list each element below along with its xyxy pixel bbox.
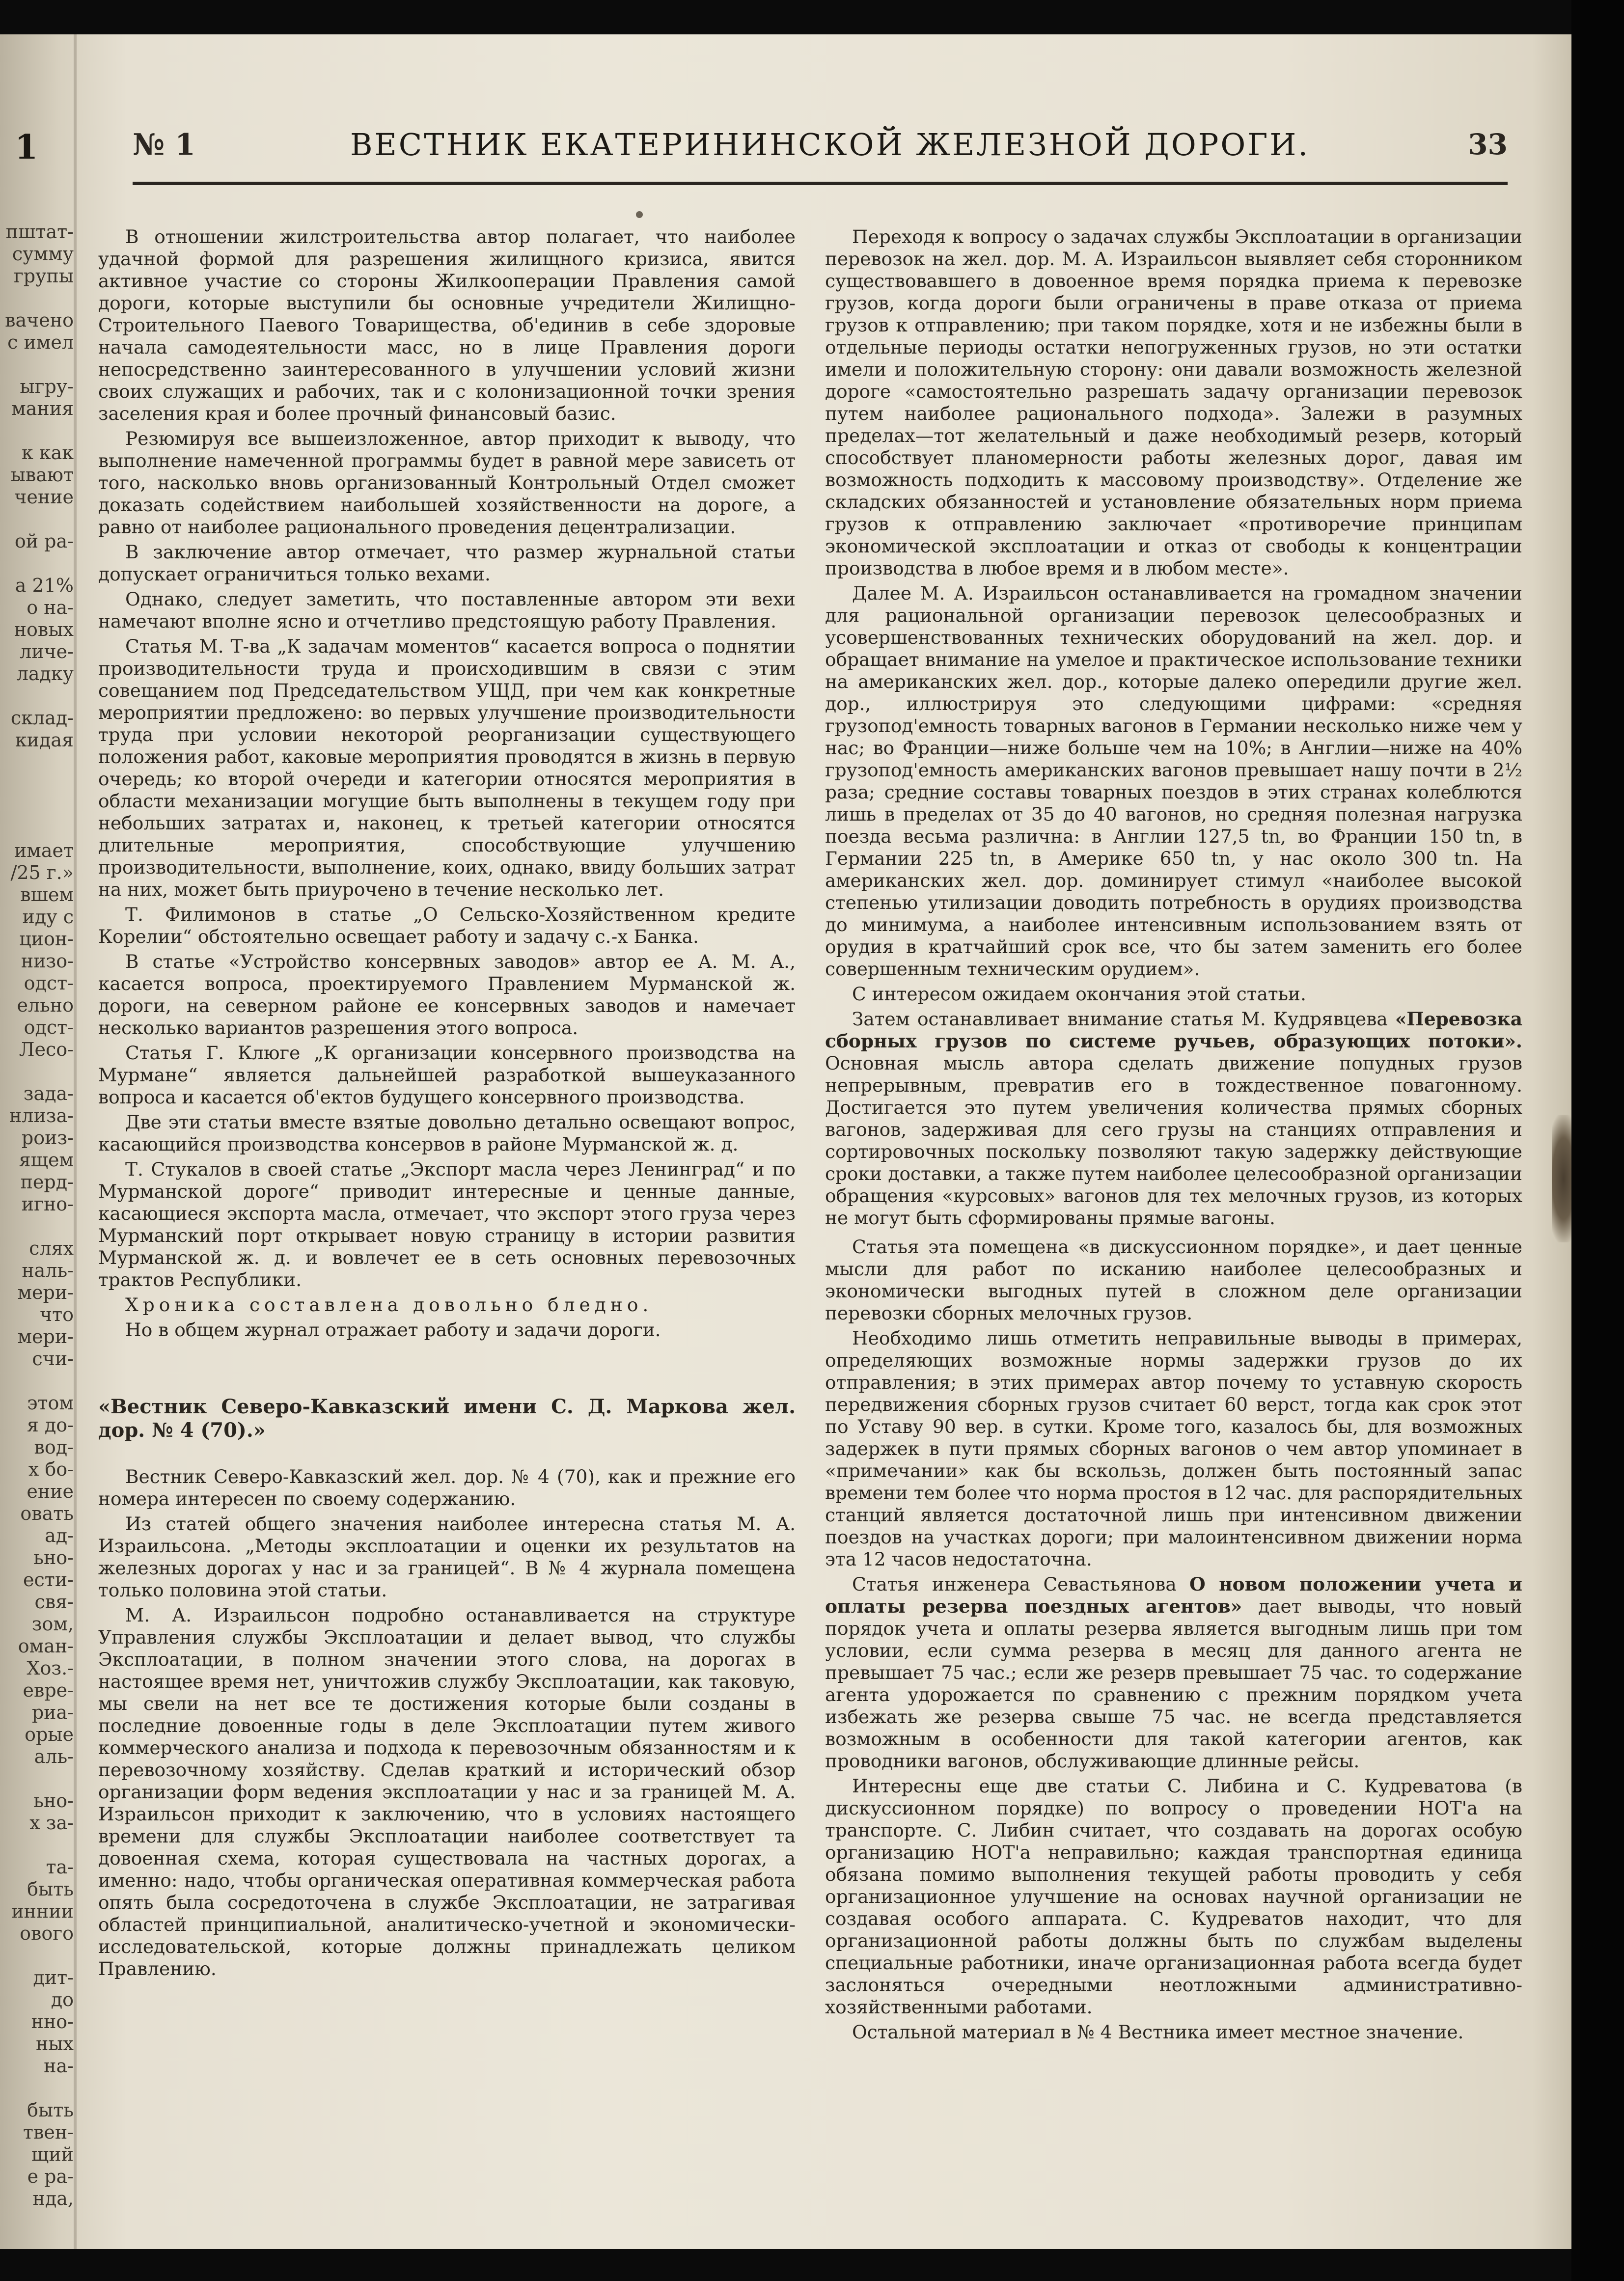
left-fragment-line: к как xyxy=(22,442,74,464)
left-fragment-line: что xyxy=(39,1304,74,1325)
paragraph: Интересны еще две статьи С. Либина и С. Кудреватова (в дискуссионном порядке) по вопросу о проведении НОТ'а на транспорте. С. Либин считает, что создавать на дорогах особую организацию НОТ'а неправильно; каждая транспортная единица обязана помимо выполнения текущей работы проводить у себя организационное улучшение на основах научной организации не создавая особого аппарата. С. Кудреватов находит, что для организационной работы должны быть по службам выделены специальные работники, иначе организационная работа всегда будет заслоняться очередными неотложными административно-хозяйственными работами. xyxy=(825,1775,1522,2018)
left-fragment-line: новых xyxy=(14,619,74,640)
left-fragment-line: этом xyxy=(27,1392,74,1414)
left-fragment-line xyxy=(4,1768,74,1790)
binding-stain xyxy=(1552,1115,1571,1242)
paragraph: Далее М. А. Израильсон останавливается на громадном значении для рациональной организации перевозок целесообразных и усовершенствованных технических оборудований на жел. дор. и обращает внимание на умелое и практическое использование техники на американских жел. дор., которые далеко опередили другие жел. дор., иллюстрируя это следующими цифрами: «средняя грузопод'емность товарных вагонов в Германии несколько ниже чем у нас; во Франции—ниже больше чем на 10%; в Англии—ниже на 40% грузопод'емность американских вагонов превышает нашу почти в 2½ раза; средние составы товарных поездов в этих странах колеблются лишь в пределах от 35 до 40 вагонов, но средняя полезная нагрузка поезда весьма различна: в Англии 127,5 tn, во Франции 150 tn, в Германии 225 tn, в Америке 650 tn, у нас около 300 tn. На американских жел. дор. доминирует стимул «наиболее высокой степенью утилизации доводить потребность в орудиях производства до минимума, а наиболее интенсивным использованием взять от орудия в кратчайший срок все, что бы затем заменить его более совершенным техническим орудием». xyxy=(825,582,1523,980)
left-fragment-line: х бо- xyxy=(28,1458,74,1480)
left-fragment-line: о на- xyxy=(27,597,74,618)
paragraph-kudryavtsev xyxy=(825,1008,1522,1229)
left-fragment-line: е ра- xyxy=(27,2166,74,2187)
paragraph-sevastyanov xyxy=(825,1573,1522,1772)
paragraph: Т. Стукалов в своей статье „Экспорт масла через Ленинград“ и по Мурманской дороге“ приводит интересные и ценные данные, касающиеся экспорта масла, отмечает, что экспорт этого груза через Мурманский порт открывает новую страницу в истории развития Мурманской ж. д. и вовлечет ее в сеть основных перевозочных трактов Республики. xyxy=(98,1158,796,1291)
left-fragment-line: вшем xyxy=(20,884,74,906)
left-fragment-line: ой ра- xyxy=(14,530,74,552)
left-fragment-line: игно- xyxy=(21,1193,74,1215)
left-fragment-line: ыгру- xyxy=(20,376,74,397)
paragraph: В заключение автор отмечает, что размер журнальной статьи допускает ограничиться только вехами. xyxy=(98,541,796,585)
left-fragment-line: щий xyxy=(31,2144,74,2165)
left-fragment-line: перд- xyxy=(20,1171,74,1193)
left-fragment-line xyxy=(4,796,74,818)
left-fragment-line: /25 г.» xyxy=(10,862,74,883)
paragraph: В отношении жилстроительства автор полагает, что наиболее удачной формой для разрешения жилищного кризиса, явится активное участие со стороны Жилкооперации Правления самой дороги, которые выступили бы основные учредители Жилищно-Строительного Паевого Товарищества, об'единив в себе здоровые начала самодеятельности масс, но в лице Правления дороги непосредственно заинтересованного в улучшении условий жизни своих служащих и рабочих, так и с колонизационной точки зрения заселения края и более прочный финансовый базис. xyxy=(98,226,796,424)
left-fragment-line: чение xyxy=(14,486,74,508)
paragraph: Статья М. Т-ва „К задачам моментов“ касается вопроса о поднятии производительности труда и происходившим в связи с этим совещанием под Председательством УЩД, при чем как конкретные мероприятии предложено: во первых улучшение производительности труда при условии некоторой реорганизации существующего положения работ, каковые мероприятия проводятся в жизнь в первую очередь; ко второй очереди и категории относятся мероприятия в области механизации могущие быть выполнены в текущем году при небольших затратах и, наконец, к третьей категории относятся длительные мероприятия, способствующие улучшению производительности, выполнение, коих, однако, ввиду больших затрат на них, может быть приурочено в течение несколько лет. xyxy=(98,635,796,900)
left-fragment-line xyxy=(4,818,74,840)
left-fragment-line xyxy=(4,1061,74,1083)
left-fragment-line xyxy=(4,1834,74,1856)
left-fragment-line: ового xyxy=(20,1923,74,1944)
paragraph: Остальной материал в № 4 Вестника имеет местное значение. xyxy=(852,2021,1464,2043)
left-fragment-line: наль- xyxy=(22,1260,74,1281)
left-fragment-line: ад- xyxy=(45,1525,74,1546)
sevastyanov-rest: дает выводы, что новый порядок учета и оплаты резерва является выгодным лишь при том условии, если сумма резерва в месяц для данного агента не превышает 75 час.; если же резерв превышает 75 час. то содержание агента удорожается по сравнению с прежним порядком учета избежать же резерва свыше 75 час. не всегда представляется возможным в особенности для такой категории агентов, как проводники вагонов, обслуживающие длинные рейсы. xyxy=(825,1595,1522,1772)
left-fragment-line: зом, xyxy=(31,1613,74,1635)
paragraph: Статья Г. Клюге „К организации консервного производства на Мурмане“ является дальнейшей разработкой вышеуказанного вопроса и касается об'ектов будущего консервного производства. xyxy=(98,1042,796,1108)
left-fragment-line xyxy=(4,685,74,707)
left-fragment-line xyxy=(4,2077,74,2099)
kudryavtsev-article-title: «Перевозка сборных грузов по системе ручьев, образующих потоки». xyxy=(825,1008,1523,1052)
left-page-sliver xyxy=(0,34,77,2249)
left-fragment-line: низо- xyxy=(21,950,74,972)
paragraph: М. А. Израильсон подробно останавливается на структуре Управления службы Эксплоатации и делает вывод, что службы Эксплоатации, в полном значении этого слова, на дорогах в настоящее время нет, уничтожив службу Эксплоатации, как таковую, мы свели на нет все те достижения которые были созданы в последние довоенные годы в деле Эксплоатации путем живого коммерческого анализа и подхода к перевозочным обязанностям и к перевозочному хозяйству. Сделав краткий и исторический обзор организации форм ведения эксплоатации у нас и за границей М. А. Израильсон приходит к заключению, что в условиях настоящего времени для службы Эксплоатации наиболее соответствует та довоенная схема, которая существовала на частных дорогах, а именно: надо, чтобы органическая оперативная коммерческая работа опять была сосредоточена в службе Эксплоатации, не затрагивая областей принципиальной, аналитическо-учетной и экономически-исследовательской, которые должны принадлежать целиком Правлению. xyxy=(98,1604,796,1979)
left-page-number: 1 xyxy=(15,128,38,167)
left-fragment-line: пштат- xyxy=(5,221,74,243)
left-fragment-line: одст- xyxy=(24,1017,74,1038)
left-fragment-line xyxy=(4,1945,74,1967)
kudryavtsev-rest: Основная мысль автора сделать движение попудных грузов непрерывным, превратив его в тождественное повагонному. Достигается это путем увеличения количества прямых сборных вагонов, задерживая для сего грузы на станциях отправления и сортировочных поскольку позволяют такую задержку действующие сроки доставки, а также путем наиболее целесообразной организации обращения «курсовых» вагонов для тех мелочных грузов, из которых не могут быть сформированы прямые вагоны. xyxy=(825,1052,1522,1229)
left-fragment-line: та- xyxy=(46,1856,74,1878)
left-fragment-line: риа- xyxy=(31,1702,74,1723)
left-fragment-line: ести- xyxy=(23,1569,74,1591)
left-fragment-line: с имел xyxy=(7,331,74,353)
left-fragment-line: вачено xyxy=(5,309,74,331)
left-fragment-line xyxy=(4,287,74,309)
paragraph: Из статей общего значения наиболее интересна статья М. А. Израильсона. „Методы эксплоатации и оценки их результатов на железных дорогах у нас и за границей“. В № 4 журнала помещена только половина этой статьи. xyxy=(98,1513,796,1601)
left-fragment-line: мери- xyxy=(17,1282,74,1303)
left-fragment-line xyxy=(4,552,74,575)
scanned-page xyxy=(0,34,1571,2249)
left-fragment-line: Лесо- xyxy=(19,1039,74,1060)
left-fragment-line: иннии xyxy=(11,1900,74,1922)
paragraph: Необходимо лишь отметить неправильные выводы в примерах, определяющих возможные нормы задержки грузов до их отправления; в этих примерах автор почему то уставную скорость передвижения сборных грузов считает 60 верст, тогда как срок этот по Уставу 90 вер. в сутки. Кроме того, казалось бы, для возможных задержек в пути прямых сборных вагонов о чем автор упоминает в «примечании» как бы вскользь, должен быть постоянный запас времени тем более что норма простоя в 12 час. для распорядительных станций является достаточной лишь при интенсивном движении поездов на участках дороги; при малоинтенсивном движении норма эта 12 часов недостаточна. xyxy=(825,1327,1522,1570)
left-fragment-line: склад- xyxy=(10,707,74,729)
left-fragment-line: до xyxy=(51,1989,74,2010)
left-fragment-line: зада- xyxy=(23,1083,74,1104)
left-fragment-line xyxy=(4,773,74,796)
left-fragment-line: мери- xyxy=(17,1326,74,1347)
left-fragment-line: ладку xyxy=(16,663,74,685)
left-fragment-line: цион- xyxy=(19,928,74,950)
left-column xyxy=(98,226,796,1983)
left-fragment-line: оман- xyxy=(18,1635,74,1657)
paragraph: Две эти статьи вместе взятые довольно детально освещают вопрос, касающийся производства консервов в районе Мурманской ж. д. xyxy=(98,1111,796,1155)
left-fragment-line: ывают xyxy=(10,464,74,486)
left-fragment-line: свя- xyxy=(34,1591,74,1613)
left-fragment-line: аль- xyxy=(34,1746,74,1767)
paragraph: Однако, следует заметить, что поставленные автором эти вехи намечают вполне ясно и отчетливо предстоящую работу Правления. xyxy=(98,588,796,632)
left-fragment-line: ных xyxy=(35,2033,74,2055)
left-fragment-line: дит- xyxy=(33,1967,74,1988)
left-fragment-line: на- xyxy=(44,2055,74,2077)
left-fragment-line: одст- xyxy=(24,972,74,994)
paragraph: С интересом ожидаем окончания этой статьи. xyxy=(852,983,1306,1005)
left-fragment-line: твен- xyxy=(23,2121,74,2143)
paragraph: Вестник Северо-Кавказский жел. дор. № 4 (70), как и прежние его номера интересен по своему содержанию. xyxy=(98,1466,796,1510)
kudryavtsev-lead: Затем останавливает внимание статья М. Кудрявцева xyxy=(852,1008,1388,1030)
left-fragment-line xyxy=(4,1215,74,1237)
left-fragment-line: х за- xyxy=(29,1812,74,1834)
sevastyanov-lead: Статья инженера Севастьянова xyxy=(852,1573,1177,1595)
sevastyanov-article-title: О новом положении учета и оплаты резерва поездных агентов» xyxy=(825,1573,1522,1617)
left-fragment-line xyxy=(4,420,74,442)
review-heading: «Вестник Северо-Кавказский имени С. Д. Маркова жел. дор. № 4 (70).» xyxy=(98,1395,796,1442)
left-fragment-line: ящем xyxy=(19,1149,74,1171)
left-fragment-line: Хоз.- xyxy=(27,1657,74,1679)
left-fragment-line: личе- xyxy=(20,641,74,662)
left-fragment-line xyxy=(4,751,74,773)
page-number: 33 xyxy=(1468,128,1508,161)
left-fragment-line: нлиза- xyxy=(9,1105,74,1127)
left-fragment-line: я до- xyxy=(27,1414,74,1436)
paragraph: Переходя к вопросу о задачах службы Эксплоатации в организации перевозок на жел. дор. М. А. Израильсон выявляет себя сторонником существовавшего в довоенное время порядка приема к перевозке грузов, когда дороги были ограничены в праве отказа от приема грузов к отправлению; при таком порядке, хотя и не избежны были в отдельные периоды остатки непогруженных грузов, но эти остатки имели и положительную сторону: они давали возможность железной дороге «самостоятельно разрешать задачу организации перевозок путем наиболее рационального подхода». Залежи в разумных пределах—тот желательный и даже необходимый резерв, который способствует планомерности работы железных дорог, давая им возможность подходить к массовому производству». Отделение же складских обязанностей и установление обязательных норм приема грузов к отправлению заключает «противоречие принципам экономической эксплоатации и отказ от свободы к концентрации производства в любое время и в любом месте». xyxy=(825,226,1522,579)
left-fragment-line: сумму xyxy=(12,243,74,265)
left-fragment-line: кидая xyxy=(15,729,74,751)
header-rule xyxy=(133,182,1508,185)
left-fragment-line: слях xyxy=(29,1237,74,1259)
left-fragment-line: групы xyxy=(13,265,74,287)
right-column xyxy=(825,226,1522,2046)
left-fragment-line xyxy=(4,508,74,530)
left-fragment-line: ьно- xyxy=(33,1790,74,1812)
left-fragment-line: мания xyxy=(11,398,74,419)
paragraph: Т. Филимонов в статье „О Сельско-Хозяйственном кредите Корелии“ обстоятельно освещает работу и задачу с.-х Банка. xyxy=(98,904,796,947)
left-fragment-line: быть xyxy=(27,1878,74,1900)
running-header xyxy=(133,128,1508,177)
scan-edge xyxy=(1571,0,1624,2281)
left-fragment-line: быть xyxy=(27,2099,74,2121)
paragraph: В статье «Устройство консервных заводов» автор ее А. М. А., касается вопроса, проектируемого Правлением Мурманской ж. дороги, на северном районе ее консервных заводов и намечает несколько вариантов разрешения этого вопроса. xyxy=(98,951,796,1039)
left-fragment-line: ьно- xyxy=(33,1547,74,1568)
paragraph-chronicle: Хроника составлена довольно бледно. xyxy=(125,1294,653,1316)
left-fragment-line: имает xyxy=(14,840,74,861)
paragraph: Резюмируя все вышеизложенное, автор приходит к выводу, что выполнение намеченной программы будет в равной мере зависеть от того, насколько вновь организованный Контрольный Отдел сможет доказать содействием наибольшей хозяйственности на дороге, а равно от наиболее рационального проведения децентрализации. xyxy=(98,428,796,538)
issue-number: № 1 xyxy=(133,128,195,162)
left-fragment-line: орые xyxy=(25,1724,74,1745)
left-fragment-line: нно- xyxy=(31,2011,74,2033)
left-fragment-line: овать xyxy=(20,1503,74,1524)
left-fragment-line: ение xyxy=(27,1481,74,1502)
paragraph: Но в общем журнал отражает работу и задачи дороги. xyxy=(125,1319,661,1341)
left-fragment-line: счи- xyxy=(32,1348,74,1370)
paragraph: Статья эта помещена «в дискуссионном порядке», и дает ценные мысли для работ по исканию наиболее целесообразных и экономически выгодных путей в сложном деле организации перевозки сборных мелочных грузов. xyxy=(825,1236,1522,1324)
ink-dot xyxy=(636,211,643,218)
left-fragment-line: роиз- xyxy=(21,1127,74,1149)
left-fragment-line: евре- xyxy=(23,1679,74,1701)
left-fragment-line: нда, xyxy=(32,2188,74,2209)
left-fragment-line: ельно xyxy=(17,994,74,1016)
left-fragment-line xyxy=(4,1370,74,1392)
left-fragment-line: вод- xyxy=(34,1436,74,1458)
left-fragment-line xyxy=(4,354,74,376)
left-fragment-line: иду с xyxy=(22,906,74,928)
left-fragment-line: а 21% xyxy=(15,575,74,596)
left-page-fragments xyxy=(4,221,74,2210)
journal-title: ВЕСТНИК ЕКАТЕРИНИНСКОЙ ЖЕЛЕЗНОЙ ДОРОГИ. xyxy=(350,127,1310,163)
